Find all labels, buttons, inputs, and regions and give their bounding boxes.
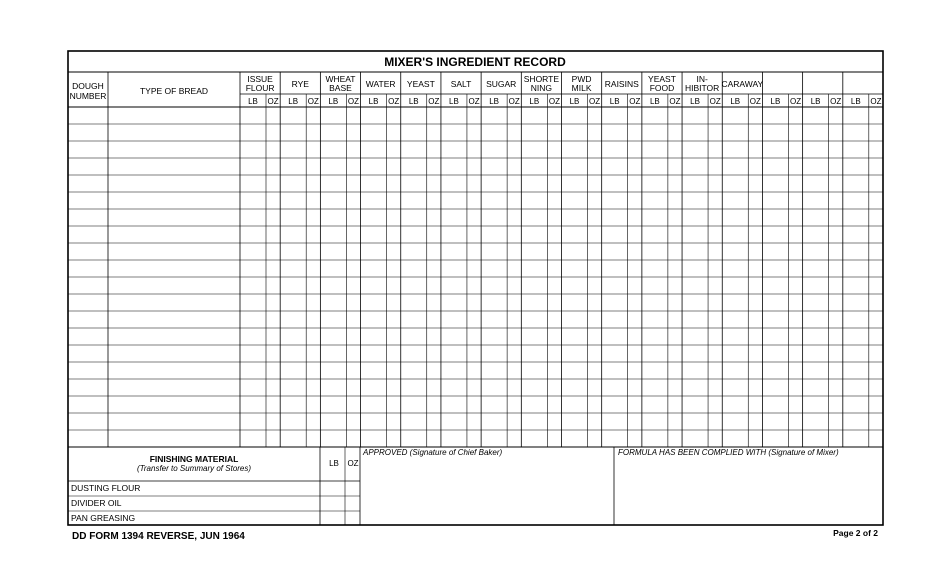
ingredient-header-label: WATER [365, 79, 396, 89]
dough-number-header-line2: NUMBER [69, 91, 107, 101]
lb-subheader: LB [730, 97, 741, 106]
oz-subheader: OZ [749, 97, 761, 106]
page-number: Page 2 of 2 [833, 528, 878, 538]
lb-subheader: LB [770, 97, 781, 106]
oz-subheader: OZ [548, 97, 560, 106]
ingredient-header-label: NING [530, 83, 553, 93]
ingredient-header-label: RAISINS [604, 79, 639, 89]
finishing-row-divider-oil: DIVIDER OIL [71, 498, 122, 508]
lb-subheader: LB [328, 97, 339, 106]
lb-subheader: LB [529, 97, 540, 106]
lb-subheader: LB [489, 97, 500, 106]
data-entry-rows [68, 124, 883, 430]
ingredient-header-label: SHORTE [523, 74, 560, 84]
oz-subheader: OZ [347, 97, 360, 106]
finishing-lb-label: LB [329, 459, 339, 468]
finishing-row-pan-greasing: PAN GREASING [71, 513, 136, 523]
ingredient-header-label: MILK [571, 83, 592, 93]
finishing-material-subtitle: (Transfer to Summary of Stores) [136, 464, 252, 473]
oz-subheader: OZ [669, 97, 681, 106]
ingredient-header-label: HIBITOR [684, 83, 720, 93]
ingredient-header-label: BASE [329, 83, 352, 93]
oz-subheader: OZ [709, 97, 721, 106]
oz-subheader: OZ [589, 97, 601, 106]
type-of-bread-header: TYPE OF BREAD [139, 86, 209, 96]
ingredient-header-label: ISSUE [247, 74, 273, 84]
approved-signature-label: APPROVED (Signature of Chief Baker) [363, 448, 503, 457]
lb-subheader: LB [609, 97, 620, 106]
oz-subheader: OZ [307, 97, 319, 106]
ingredient-header-label: PWD [571, 74, 592, 84]
lb-subheader: LB [288, 97, 299, 106]
oz-subheader: OZ [629, 97, 641, 106]
finishing-row-dusting-flour: DUSTING FLOUR [71, 483, 141, 493]
lb-subheader: LB [569, 97, 580, 106]
oz-subheader: OZ [870, 97, 882, 106]
ingredient-header-label: CARAWAY [721, 79, 764, 89]
lb-subheader: LB [690, 97, 700, 106]
ingredient-header-label: WHEAT [325, 74, 356, 84]
lb-subheader: LB [649, 97, 660, 106]
finishing-material-title: FINISHING MATERIAL [149, 454, 239, 464]
oz-subheader: OZ [468, 97, 480, 106]
oz-subheader: OZ [789, 97, 802, 106]
oz-subheader: OZ [388, 97, 400, 106]
formula-complied-signature-label: FORMULA HAS BEEN COMPLIED WITH (Signature of Mixer) [618, 448, 839, 457]
lb-subheader: LB [850, 97, 861, 106]
dough-number-header-line1: DOUGH [72, 81, 104, 91]
ingredient-header-label: YEAST [648, 74, 676, 84]
ingredient-header-label: YEAST [406, 79, 435, 89]
lb-subheader: LB [449, 97, 459, 106]
ingredient-header-label: FLOUR [245, 83, 275, 93]
lb-subheader: LB [368, 97, 379, 106]
oz-subheader: OZ [428, 97, 440, 106]
oz-subheader: OZ [830, 97, 842, 106]
form-title: MIXER'S INGREDIENT RECORD [384, 55, 566, 69]
ingredient-header-label: FOOD [649, 83, 675, 93]
finishing-oz-label: OZ [347, 459, 359, 468]
ingredient-header-label: RYE [291, 79, 309, 89]
oz-subheader: OZ [508, 97, 520, 106]
form-id-footer: DD FORM 1394 REVERSE, JUN 1964 [72, 531, 245, 542]
lb-subheader: LB [248, 97, 258, 106]
lb-subheader: LB [408, 97, 419, 106]
oz-subheader: OZ [267, 97, 279, 106]
lb-oz-subheaders [248, 97, 881, 106]
ingredient-headers [246, 74, 764, 93]
ingredient-header-label: SALT [450, 79, 472, 89]
ingredient-header-label: SUGAR [486, 79, 517, 89]
ingredient-header-label: IN- [696, 74, 708, 84]
lb-subheader: LB [810, 97, 821, 106]
